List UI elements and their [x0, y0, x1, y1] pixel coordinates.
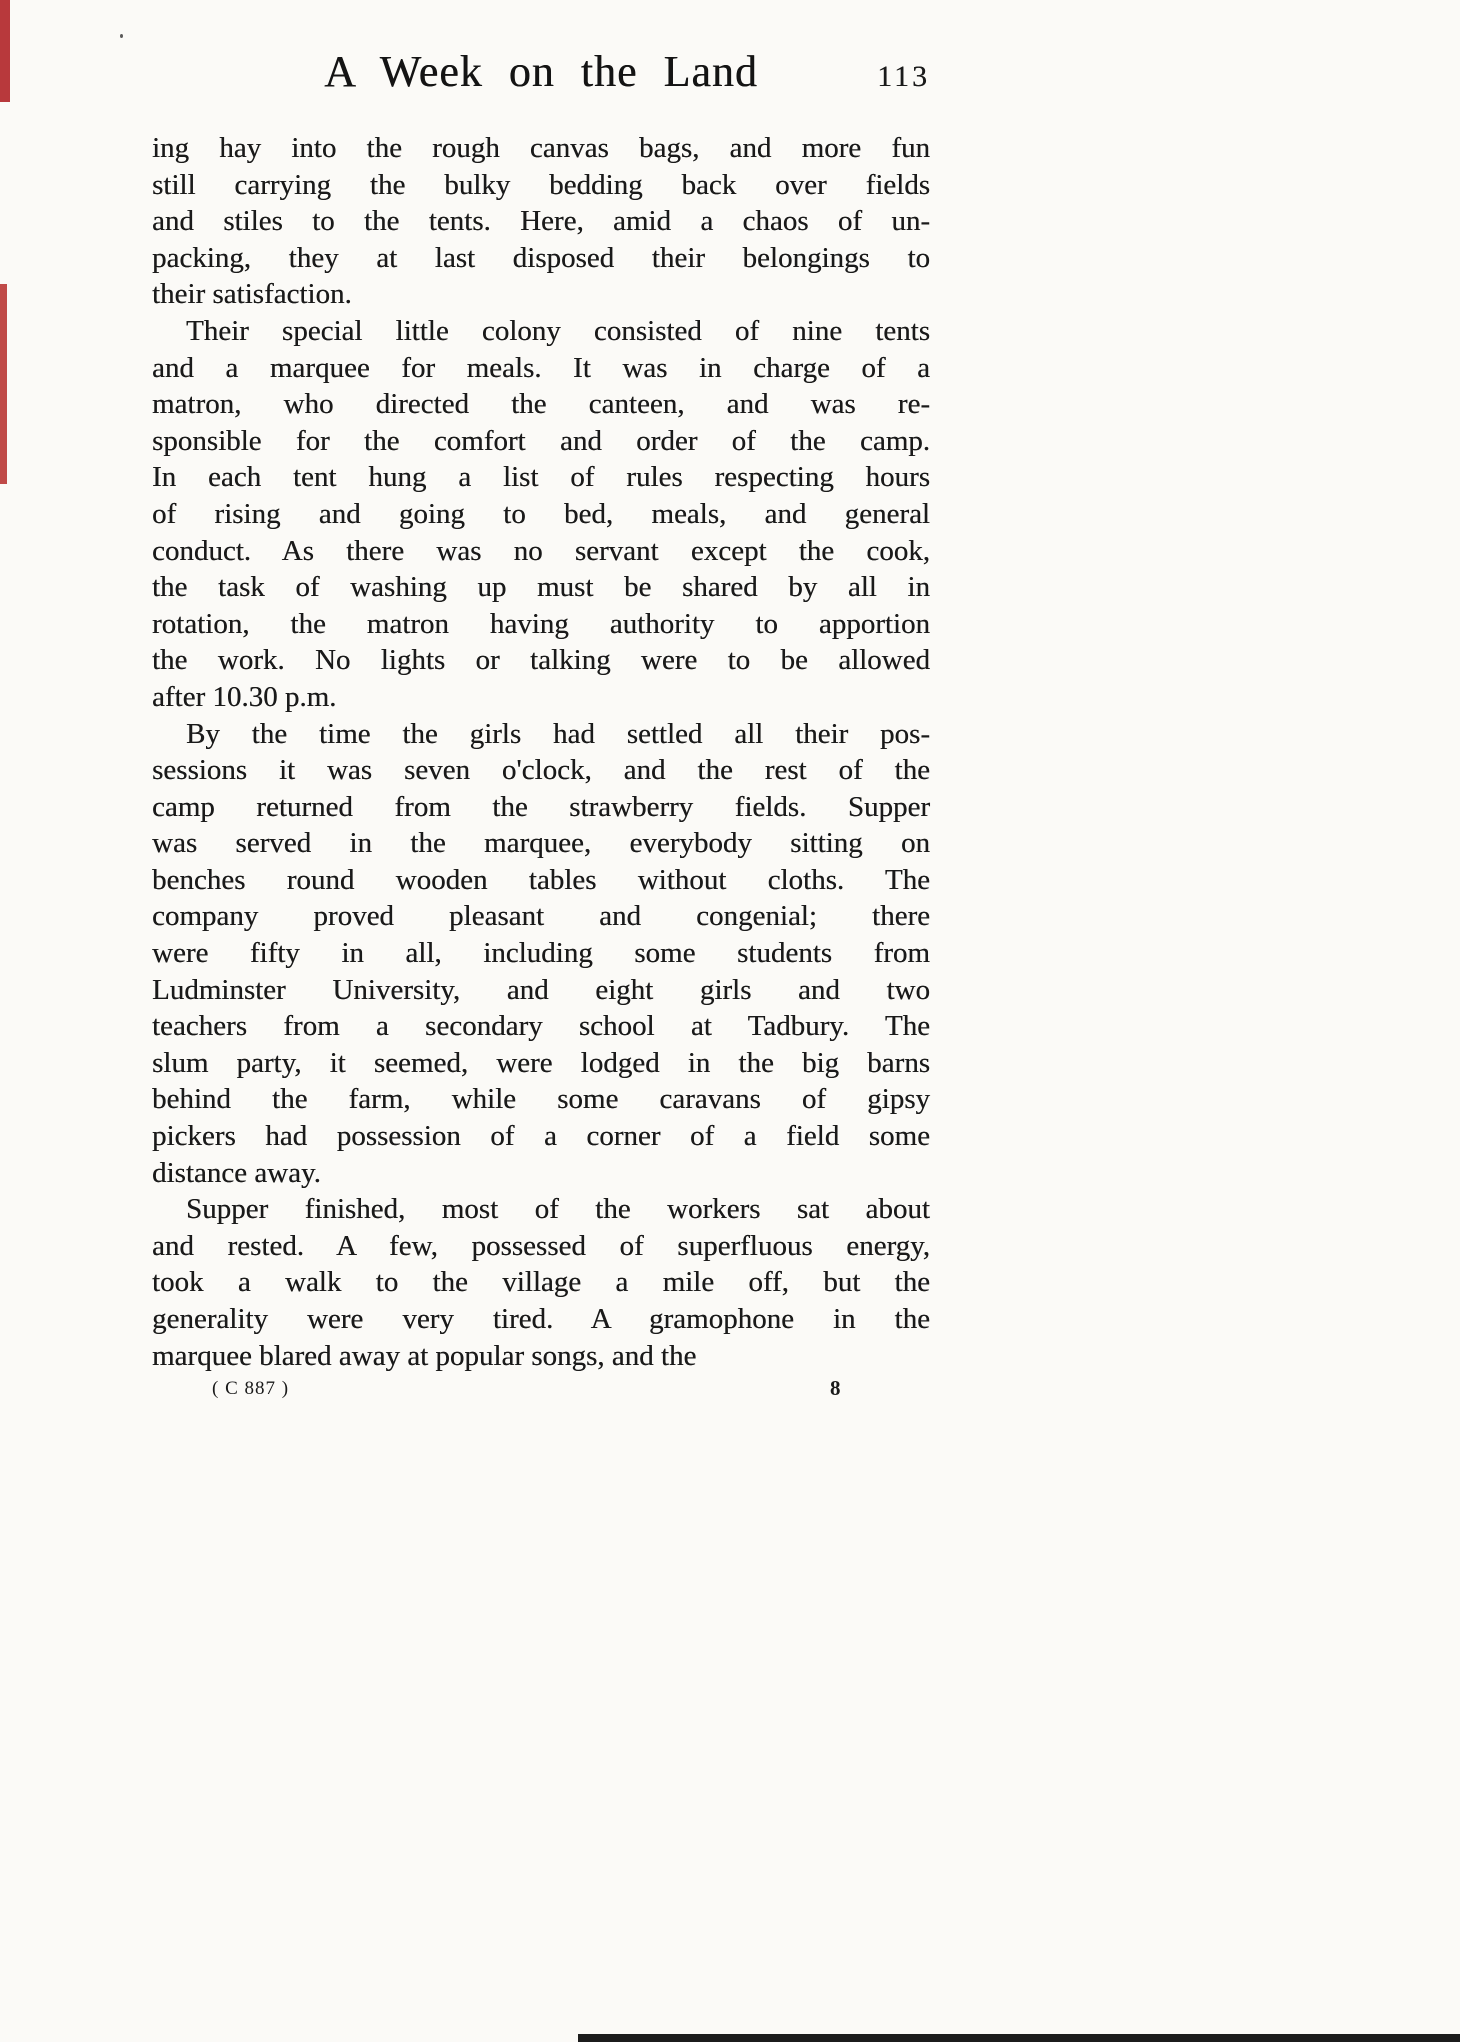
text-line: marquee blared away at popular songs, and the [152, 1339, 697, 1372]
text-line: were fifty in all, including some students from [152, 937, 930, 970]
text-line: Ludminster University, and eight girls and two [152, 973, 930, 1006]
text-line: took a walk to the village a mile off, but the [152, 1266, 930, 1299]
text-line: ing hay into the rough canvas bags, and more fun [152, 132, 930, 164]
text-line: after 10.30 p.m. [152, 680, 337, 713]
text-line: behind the farm, while some caravans of gipsy [152, 1083, 930, 1116]
paragraph [152, 313, 930, 716]
text-block [152, 46, 930, 1408]
text-line: still carrying the bulky bedding back over fields [152, 168, 930, 201]
text-line: camp returned from the strawberry fields. Supper [152, 790, 930, 823]
body-text [152, 130, 930, 1374]
text-line: sponsible for the comfort and order of the camp. [152, 424, 930, 457]
text-line: and rested. A few, possessed of superfluous energy, [152, 1229, 930, 1262]
scan-artifact-red-strip-middle [0, 284, 7, 484]
scan-artifact-red-strip-top [0, 0, 10, 102]
paragraph [152, 1191, 930, 1374]
text-line: packing, they at last disposed their belongings to [152, 241, 930, 274]
text-line: sessions it was seven o'clock, and the rest of the [152, 754, 930, 787]
text-line: In each tent hung a list of rules respecting hours [152, 461, 930, 494]
text-line: slum party, it seemed, were lodged in the big barns [152, 1046, 930, 1079]
text-line: conduct. As there was no servant except the cook, [152, 534, 930, 567]
text-line: and a marquee for meals. It was in charge of a [152, 351, 930, 384]
text-line: Their special little colony consisted of nine tents [186, 314, 930, 347]
page-header [152, 46, 930, 118]
page-title: A Week on the Land [324, 47, 758, 96]
text-line: teachers from a secondary school at Tadbury. The [152, 1010, 930, 1043]
scan-artifact-bottom-bar [578, 2034, 1460, 2042]
text-line: the work. No lights or talking were to be allowed [152, 644, 930, 677]
text-line: their satisfaction. [152, 278, 352, 311]
text-line: distance away. [152, 1156, 321, 1189]
text-line: benches round wooden tables without cloths. The [152, 863, 930, 896]
text-line: was served in the marquee, everybody sitting on [152, 827, 930, 860]
paragraph [152, 130, 930, 313]
text-line: the task of washing up must be shared by all in [152, 571, 930, 604]
paragraph [152, 716, 930, 1192]
text-line: pickers had possession of a corner of a field some [152, 1120, 930, 1153]
gathering-number: 8 [830, 1376, 841, 1401]
printer-signature: ( C 887 ) [212, 1378, 290, 1400]
text-line: of rising and going to bed, meals, and general [152, 497, 930, 530]
scan-artifact-speck [120, 34, 123, 38]
text-line: By the time the girls had settled all their pos- [186, 717, 930, 750]
page-footer [152, 1378, 930, 1408]
page-number: 113 [877, 60, 930, 93]
text-line: Supper finished, most of the workers sat about [186, 1193, 930, 1226]
text-line: rotation, the matron having authority to apportion [152, 607, 930, 640]
text-line: and stiles to the tents. Here, amid a chaos of un- [152, 205, 930, 238]
text-line: matron, who directed the canteen, and was re- [152, 388, 930, 421]
text-line: company proved pleasant and congenial; there [152, 900, 930, 933]
text-line: generality were very tired. A gramophone in the [152, 1303, 930, 1335]
